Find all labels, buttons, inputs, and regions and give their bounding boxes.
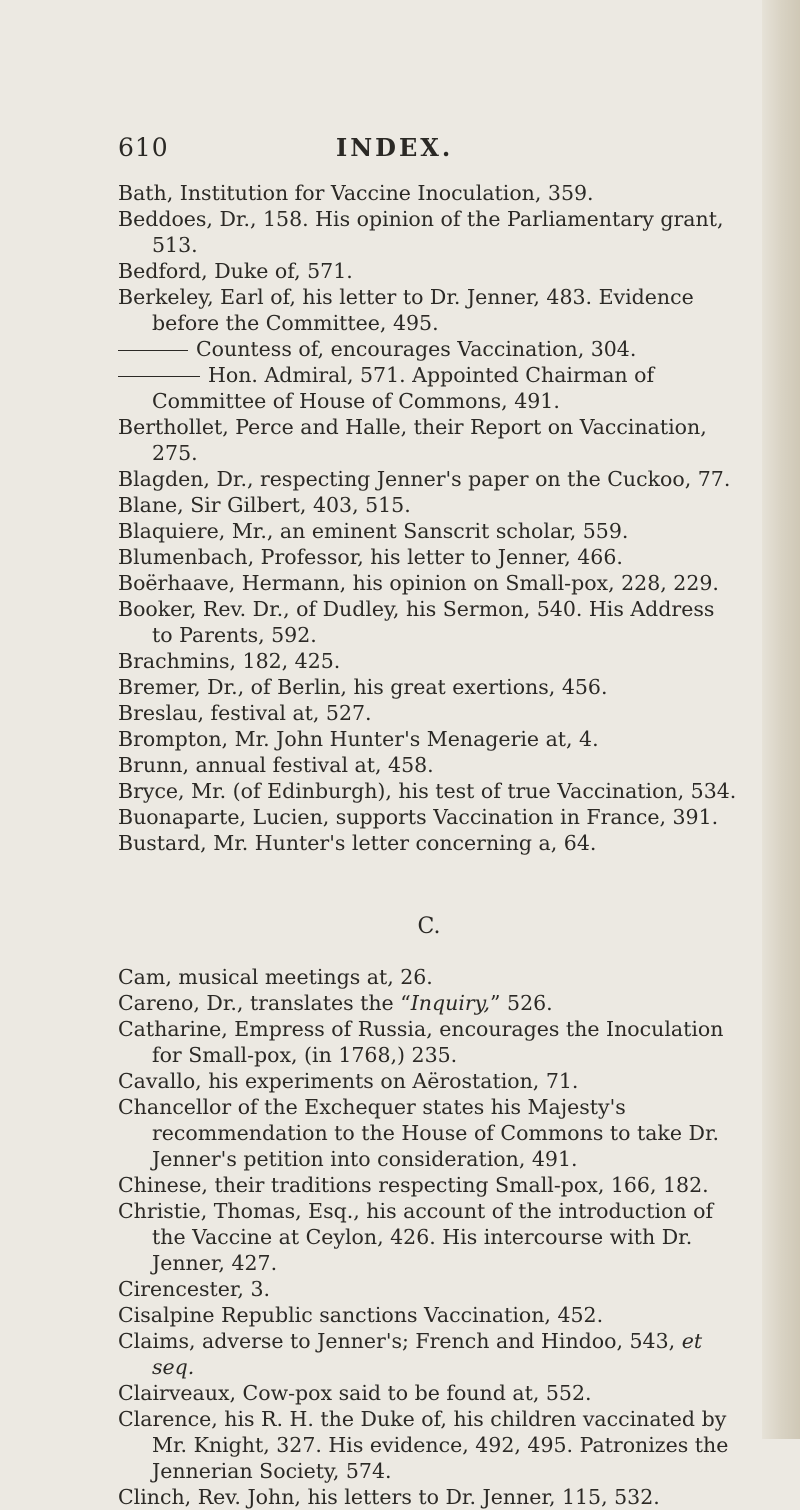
- index-entry: Bustard, Mr. Hunter's letter concerning a, 64.: [118, 831, 597, 855]
- index-entry: Catharine, Empress of Russia, encourages the Inoculation for Small-pox, (in 1768,) 235.: [118, 1017, 724, 1067]
- subentry-text: Countess of, encourages Vaccination, 304.: [196, 337, 637, 361]
- index-entry: Clairveaux, Cow-pox said to be found at, 552.: [118, 1381, 592, 1405]
- index-entry: Booker, Rev. Dr., of Dudley, his Sermon, 540. His Address to Parents, 592.: [118, 597, 715, 647]
- index-subentry: [118, 362, 740, 414]
- entry-italic-title: Inquiry,: [410, 991, 491, 1015]
- index-entry: Blumenbach, Professor, his letter to Jenner, 466.: [118, 545, 623, 569]
- index-entry: Cam, musical meetings at, 26.: [118, 965, 433, 989]
- index-entries: [118, 180, 740, 1510]
- entry-text: Claims, adverse to Jenner's; French and Hindoo, 543,: [118, 1329, 676, 1353]
- index-entry: Boërhaave, Hermann, his opinion on Small-pox, 228, 229.: [118, 571, 719, 595]
- index-entry: Bath, Institution for Vaccine Inoculation, 359.: [118, 181, 594, 205]
- section-letter-c: C.: [417, 914, 441, 939]
- index-entry: Blane, Sir Gilbert, 403, 515.: [118, 493, 411, 517]
- page-number: 610: [118, 133, 169, 162]
- index-entry: Cirencester, 3.: [118, 1277, 271, 1301]
- entry-italic-text: et seq.: [152, 1329, 703, 1379]
- subentry-text: Hon. Admiral, 571. Appointed Chairman of Committee of House of Commons, 491.: [152, 363, 655, 413]
- index-subentry: [118, 336, 740, 362]
- entry-text: ” 526.: [490, 991, 553, 1015]
- index-entry: Christie, Thomas, Esq., his account of the introduction of the Vaccine at Ceylon, 426. His intercourse with Dr. Jenner, 427.: [118, 1199, 714, 1275]
- index-entry: Chinese, their traditions respecting Small-pox, 166, 182.: [118, 1173, 709, 1197]
- index-entry: Chancellor of the Exchequer states his Majesty's recommendation to the House of Commons to take Dr. Jenner's petition into consideration, 491.: [118, 1095, 720, 1171]
- index-entry: Bedford, Duke of, 571.: [118, 259, 353, 283]
- index-entry: Cisalpine Republic sanctions Vaccination, 452.: [118, 1303, 604, 1327]
- index-entry: Blaquiere, Mr., an eminent Sanscrit scholar, 559.: [118, 519, 629, 543]
- index-entry: Buonaparte, Lucien, supports Vaccination in France, 391.: [118, 805, 719, 829]
- index-entry: Berkeley, Earl of, his letter to Dr. Jenner, 483. Evidence before the Committee, 495.: [118, 285, 694, 335]
- index-entry: Brachmins, 182, 425.: [118, 649, 341, 673]
- index-entry: Beddoes, Dr., 158. His opinion of the Parliamentary grant, 513.: [118, 207, 724, 257]
- index-entry: Bryce, Mr. (of Edinburgh), his test of true Vaccination, 534.: [118, 779, 737, 803]
- index-entry: Brunn, annual festival at, 458.: [118, 753, 434, 777]
- index-entry: Cavallo, his experiments on Aërostation, 71.: [118, 1069, 579, 1093]
- index-entry: [118, 990, 740, 1016]
- index-entry: Berthollet, Perce and Halle, their Report on Vaccination, 275.: [118, 415, 707, 465]
- ditto-dash: [118, 350, 188, 351]
- index-entry: Bremer, Dr., of Berlin, his great exertions, 456.: [118, 675, 608, 699]
- page-header: [118, 133, 718, 167]
- index-entry: Brompton, Mr. John Hunter's Menagerie at, 4.: [118, 727, 599, 751]
- ditto-dash: [118, 376, 200, 377]
- page-edge: [762, 0, 800, 1439]
- index-entry: Breslau, festival at, 527.: [118, 701, 372, 725]
- entry-text: Careno, Dr., translates the “: [118, 991, 411, 1015]
- index-entry: Clinch, Rev. John, his letters to Dr. Jenner, 115, 532.: [118, 1485, 660, 1509]
- index-entry: Clarence, his R. H. the Duke of, his children vaccinated by Mr. Knight, 327. His evidence, 492, 495. Patronizes the Jennerian Society, 574.: [118, 1407, 729, 1483]
- running-head: INDEX.: [336, 133, 454, 162]
- index-entry: [118, 1328, 740, 1380]
- index-entry: Blagden, Dr., respecting Jenner's paper on the Cuckoo, 77.: [118, 467, 731, 491]
